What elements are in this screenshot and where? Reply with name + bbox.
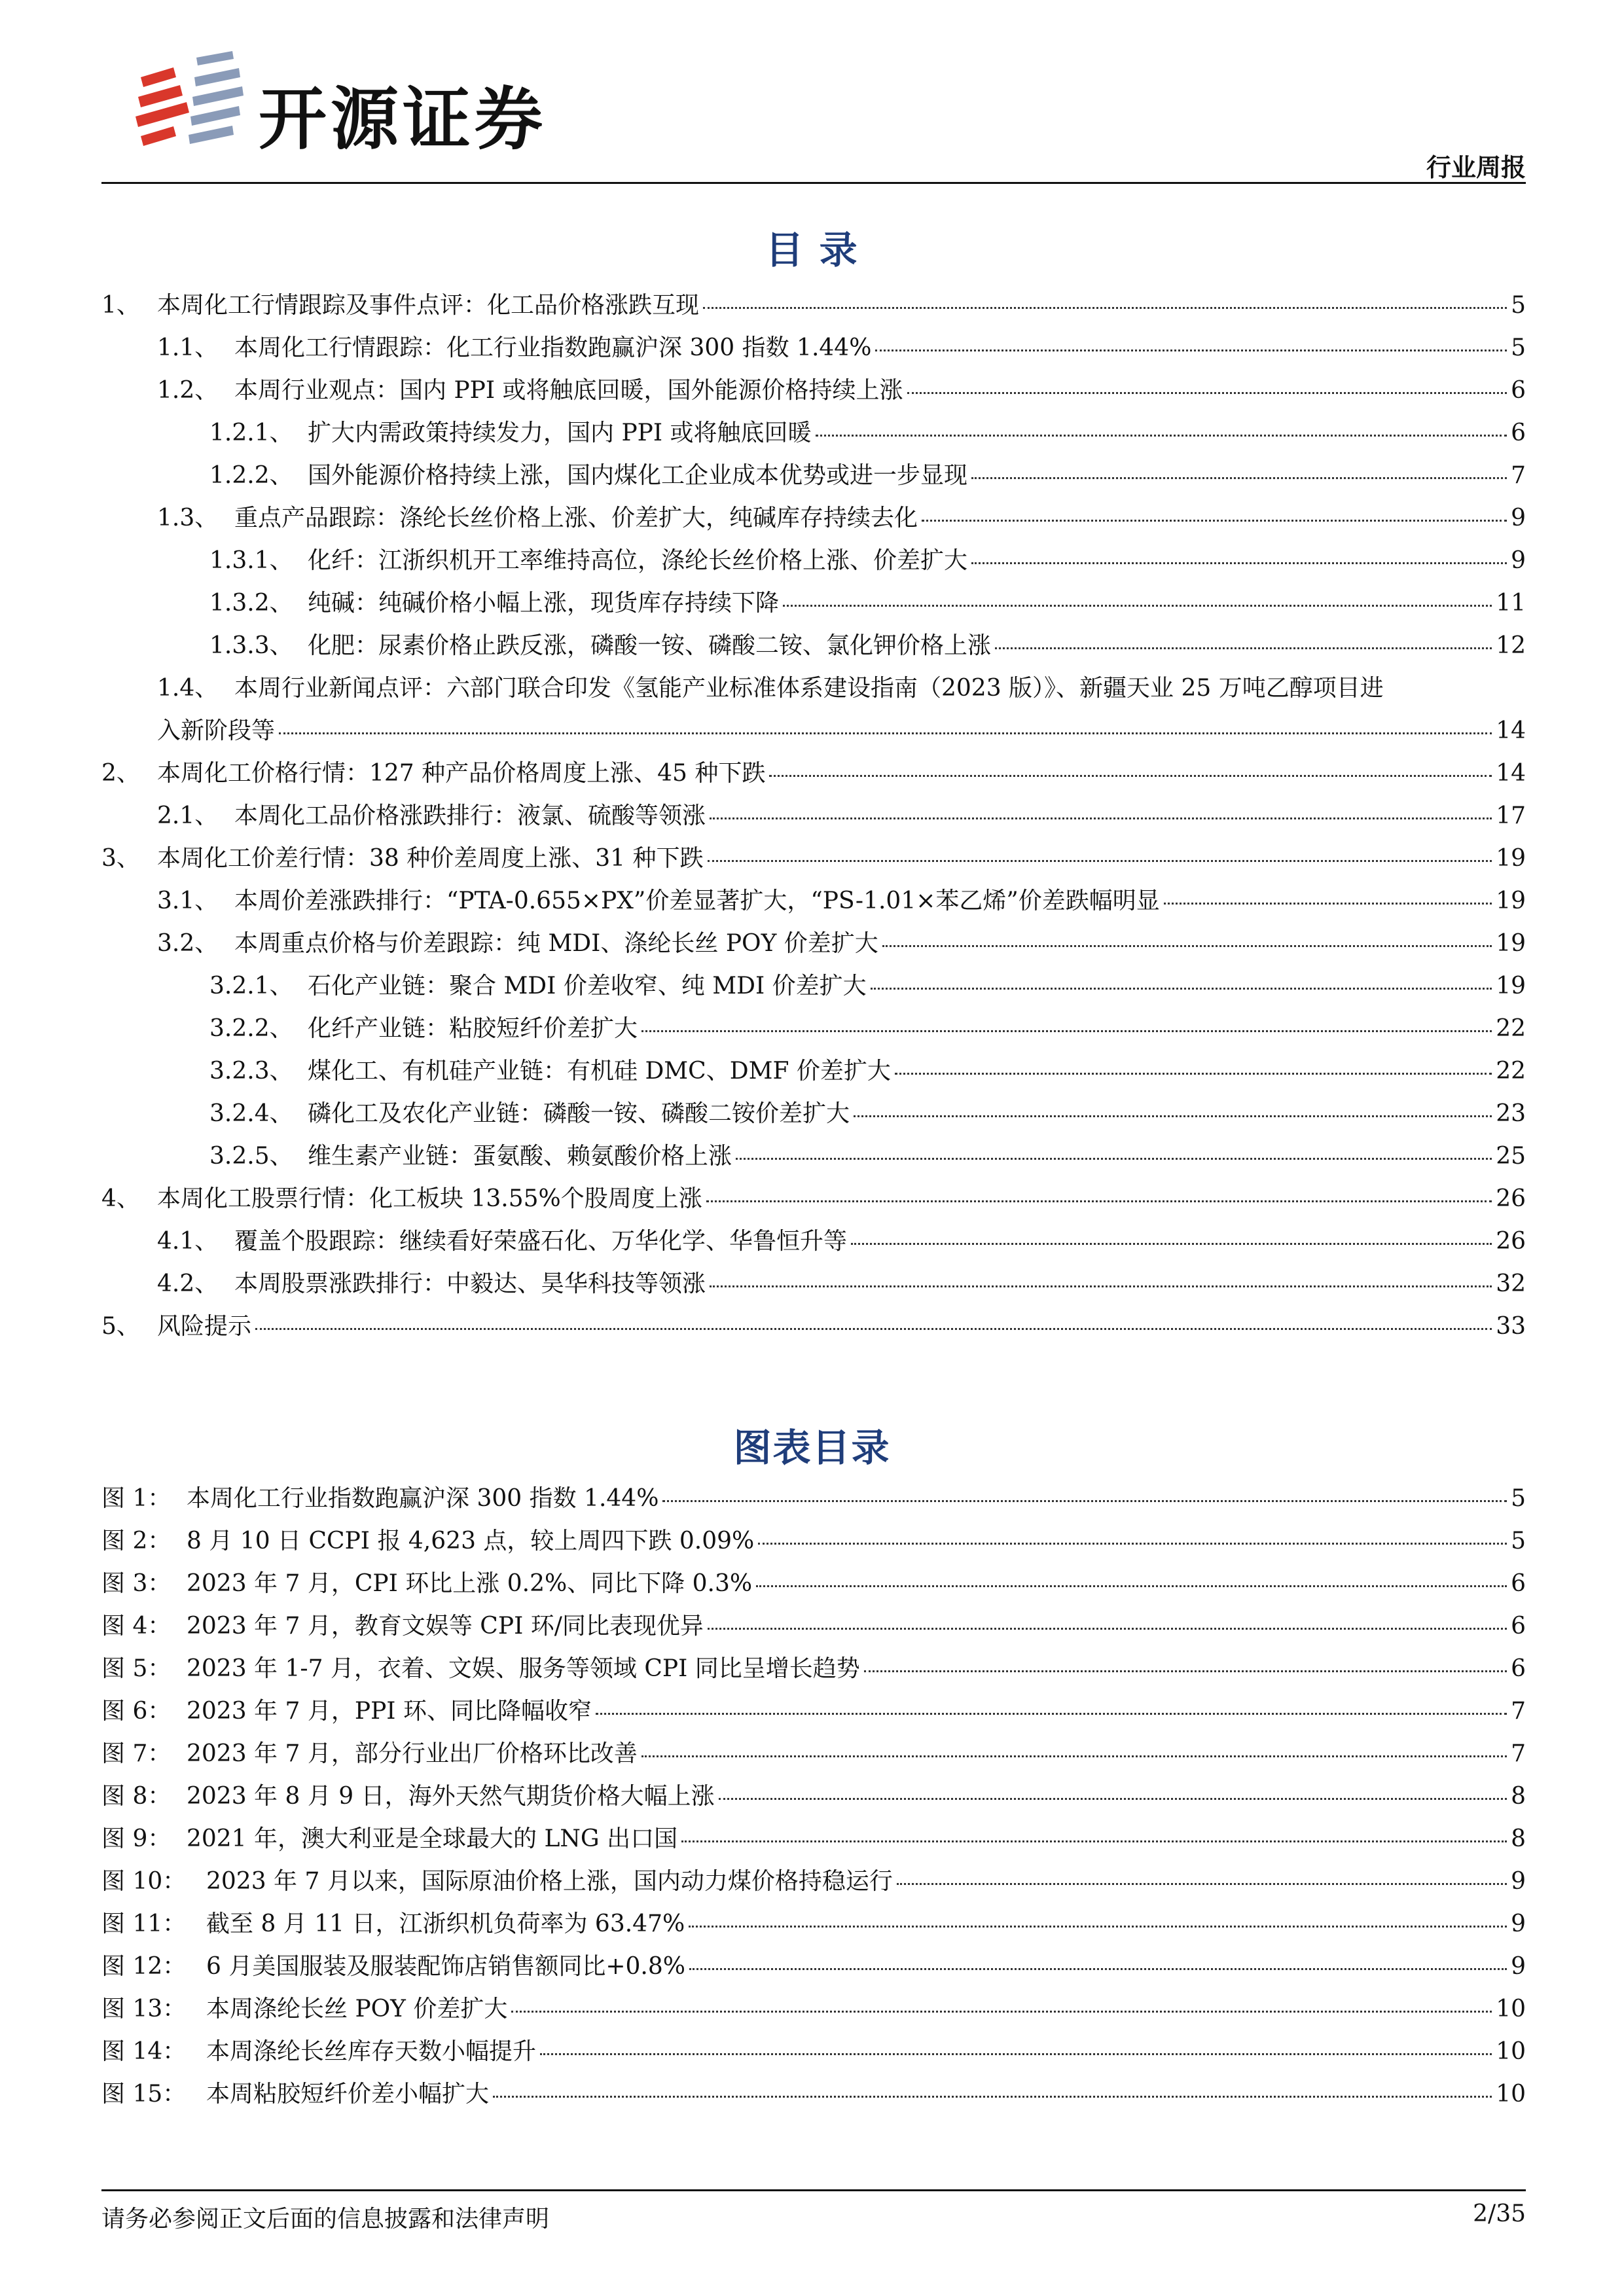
toc-leader: [783, 605, 1492, 607]
toc-text: 入新阶段等: [157, 717, 276, 744]
toc-text: 本周化工品价格涨跌排行：液氯、硫酸等领涨: [234, 802, 706, 829]
figure-leader: [689, 1968, 1507, 1970]
figure-text: 2023 年 7 月，CPI 环比上涨 0.2%、同比下降 0.3%: [187, 1570, 753, 1597]
toc-page: 9: [1511, 505, 1526, 531]
toc-text: 扩大内需政策持续发力，国内 PPI 或将触底回暖: [308, 420, 812, 446]
toc-title: 目 录: [765, 228, 859, 272]
brand-mark-icon: [134, 51, 245, 149]
toc-leader: [1164, 903, 1492, 905]
figure-number: 图 8：: [101, 1783, 171, 1810]
figure-number: 图 5：: [101, 1655, 171, 1682]
figure-text: 2023 年 1-7 月，衣着、文娱、服务等领域 CPI 同比呈增长趋势: [187, 1655, 860, 1682]
figure-list-title: 图表目录: [733, 1426, 891, 1470]
toc-page: 6: [1511, 377, 1526, 404]
toc-page: 22: [1496, 1015, 1526, 1042]
figure-page: 9: [1511, 1868, 1526, 1895]
figure-text: 2023 年 7 月以来，国际原油价格上涨，国内动力煤价格持稳运行: [206, 1868, 893, 1895]
toc-entry-wrapped[interactable]: [101, 674, 1526, 703]
toc-text: 石化产业链：聚合 MDI 价差收窄、纯 MDI 价差扩大: [308, 973, 867, 999]
toc-number: 2、: [101, 760, 140, 787]
toc-page: 32: [1496, 1270, 1526, 1297]
toc-text: 本周价差涨跌排行：“PTA-0.655×PX”价差显著扩大，“PS-1.01×苯乙烯”价差跌幅明显: [234, 888, 1160, 914]
figure-text: 本周涤纶长丝库存天数小幅提升: [206, 2038, 537, 2065]
toc-entry[interactable]: [101, 887, 1526, 916]
toc-entry[interactable]: [101, 759, 1526, 788]
toc-entry[interactable]: [101, 1185, 1526, 1213]
figure-text: 截至 8 月 11 日，江浙织机负荷率为 63.47%: [206, 1910, 685, 1937]
figure-text: 2023 年 7 月，PPI 环、同比降幅收窄: [187, 1698, 592, 1725]
toc-page: 33: [1496, 1313, 1526, 1340]
figure-leader: [493, 2096, 1492, 2098]
toc-text: 本周重点价格与价差跟踪：纯 MDI、涤纶长丝 POY 价差扩大: [234, 930, 878, 957]
toc-leader: [279, 732, 1492, 734]
toc-leader: [907, 392, 1507, 394]
toc-text: 化纤：江浙织机开工率维持高位，涤纶长丝价格上涨、价差扩大: [308, 547, 968, 574]
toc-page: 12: [1496, 632, 1526, 659]
toc-text: 本周行业观点：国内 PPI 或将触底回暖，国外能源价格持续上涨: [234, 377, 903, 404]
toc-leader: [971, 562, 1507, 564]
figure-entry[interactable]: [101, 1825, 1526, 1854]
figure-page: 9: [1511, 1953, 1526, 1980]
figure-number: 图 3：: [101, 1570, 171, 1597]
figure-entry[interactable]: [101, 1740, 1526, 1768]
toc-text: 本周化工股票行情：化工板块 13.55%个股周度上涨: [157, 1185, 702, 1212]
toc-leader: [710, 1285, 1492, 1287]
toc-text: 本周化工行情跟踪：化工行业指数跑赢沪深 300 指数 1.44%: [234, 334, 872, 361]
toc-leader: [851, 1243, 1492, 1245]
toc-leader: [736, 1158, 1492, 1160]
toc-entry[interactable]: [101, 1270, 1526, 1299]
toc-entry[interactable]: [101, 461, 1526, 490]
toc-entry[interactable]: [101, 504, 1526, 533]
toc-text: 本周化工行情跟踪及事件点评：化工品价格涨跌互现: [157, 292, 700, 319]
figure-number: 图 4：: [101, 1613, 171, 1640]
toc-entry[interactable]: [101, 1057, 1526, 1086]
toc-page: 6: [1511, 420, 1526, 446]
toc-text: 本周化工价差行情：38 种价差周度上涨、31 种下跌: [157, 845, 704, 872]
toc-leader: [710, 817, 1492, 819]
figure-text: 6 月美国服装及服装配饰店销售额同比+0.8%: [206, 1953, 685, 1980]
toc-number: 3.2.2、: [209, 1015, 293, 1042]
figure-page: 7: [1511, 1740, 1526, 1767]
figure-text: 本周化工行业指数跑赢沪深 300 指数 1.44%: [187, 1485, 659, 1512]
figure-page: 5: [1511, 1485, 1526, 1512]
toc-number: 1.2、: [157, 377, 219, 404]
figure-page: 6: [1511, 1613, 1526, 1640]
toc-page: 17: [1496, 802, 1526, 829]
toc-number: 1.3、: [157, 505, 219, 531]
toc-leader: [255, 1328, 1492, 1330]
toc-leader: [703, 307, 1507, 309]
header-divider: [101, 182, 1526, 184]
figure-text: 2023 年 7 月，教育文娱等 CPI 环/同比表现优异: [187, 1613, 704, 1640]
figure-number: 图 11：: [101, 1910, 187, 1937]
toc-page: 25: [1496, 1143, 1526, 1170]
figure-page: 9: [1511, 1910, 1526, 1937]
figure-number: 图 15：: [101, 2081, 187, 2108]
toc-number: 3、: [101, 845, 140, 872]
figure-entry[interactable]: [101, 1570, 1526, 1598]
figure-number: 图 2：: [101, 1528, 171, 1554]
toc-number: 4.1、: [157, 1228, 219, 1255]
figure-entry[interactable]: [101, 1697, 1526, 1726]
toc-leader: [708, 860, 1492, 862]
toc-leader: [871, 988, 1492, 990]
toc-text: 化肥：尿素价格止跌反涨，磷酸一铵、磷酸二铵、氯化钾价格上涨: [308, 632, 992, 659]
toc-number: 1.2.1、: [209, 420, 293, 446]
figure-number: 图 13：: [101, 1996, 187, 2022]
figure-entry[interactable]: [101, 1612, 1526, 1641]
toc-text: 本周股票涨跌排行：中毅达、昊华科技等领涨: [234, 1270, 706, 1297]
toc-page: 11: [1496, 590, 1526, 617]
toc-number: 3.2.3、: [209, 1058, 293, 1085]
figure-number: 图 10：: [101, 1868, 187, 1895]
figure-leader: [511, 2011, 1492, 2013]
toc-page: 19: [1496, 888, 1526, 914]
toc-entry[interactable]: [101, 1227, 1526, 1256]
toc-text: 覆盖个股跟踪：继续看好荣盛石化、万华化学、华鲁恒升等: [234, 1228, 848, 1255]
footer-disclaimer: 请务必参阅正文后面的信息披露和法律声明: [101, 2206, 550, 2233]
toc-number: 1.3.3、: [209, 632, 293, 659]
figure-text: 2023 年 8 月 9 日，海外天然气期货价格大幅上涨: [187, 1783, 715, 1810]
toc-leader: [706, 1200, 1492, 1202]
toc-page: 22: [1496, 1058, 1526, 1085]
toc-leader: [875, 350, 1507, 351]
toc-leader: [854, 1115, 1492, 1117]
toc-entry[interactable]: [101, 1142, 1526, 1171]
toc-number: 1.3.1、: [209, 547, 293, 574]
toc-number: 3.2、: [157, 930, 219, 957]
figure-entry[interactable]: [101, 1867, 1526, 1896]
toc-leader: [922, 520, 1507, 522]
toc-number: 1.3.2、: [209, 590, 293, 617]
toc-number: 1.2.2、: [209, 462, 293, 489]
brand-logo: [134, 51, 605, 159]
figure-page: 5: [1511, 1528, 1526, 1554]
toc-number: 3.2.1、: [209, 973, 293, 999]
figure-leader: [756, 1585, 1507, 1587]
figure-page: 6: [1511, 1570, 1526, 1597]
toc-page: 19: [1496, 973, 1526, 999]
toc-page: 14: [1496, 760, 1526, 787]
toc-text: 重点产品跟踪：涤纶长丝价格上涨、价差扩大，纯碱库存持续去化: [234, 505, 918, 531]
toc-text: 纯碱：纯碱价格小幅上涨，现货库存持续下降: [308, 590, 780, 617]
toc-number: 5、: [101, 1313, 140, 1340]
brand-name: 开源证券: [259, 79, 547, 159]
figure-number: 图 12：: [101, 1953, 187, 1980]
toc-entry[interactable]: [101, 1100, 1526, 1128]
figure-number: 图 14：: [101, 2038, 187, 2065]
figure-leader: [689, 1926, 1507, 1928]
figure-page: 8: [1511, 1783, 1526, 1810]
toc-text: 本周行业新闻点评：六部门联合印发《氢能产业标准体系建设指南（2023 版）》、新疆天业 25 万吨乙醇项目进: [234, 675, 1384, 702]
toc-entry[interactable]: [101, 376, 1526, 405]
figure-leader: [662, 1500, 1507, 1502]
toc-entry[interactable]: [101, 929, 1526, 958]
figure-text: 8 月 10 日 CCPI 报 4,623 点，较上周四下跌 0.09%: [187, 1528, 755, 1554]
figure-number: 图 1：: [101, 1485, 171, 1512]
toc-leader: [882, 945, 1492, 947]
toc-number: 3.1、: [157, 888, 219, 914]
figure-page: 7: [1511, 1698, 1526, 1725]
toc-number: 1.1、: [157, 334, 219, 361]
toc-text: 煤化工、有机硅产业链：有机硅 DMC、DMF 价差扩大: [308, 1058, 891, 1085]
figure-number: 图 7：: [101, 1740, 171, 1767]
figure-leader: [897, 1883, 1507, 1885]
figure-leader: [719, 1798, 1507, 1800]
toc-entry[interactable]: [101, 972, 1526, 1001]
figure-page: 8: [1511, 1825, 1526, 1852]
figure-leader: [681, 1840, 1507, 1842]
toc-text: 国外能源价格持续上涨，国内煤化工企业成本优势或进一步显现: [308, 462, 968, 489]
toc-entry[interactable]: [101, 419, 1526, 448]
footer-divider: [101, 2189, 1526, 2191]
toc-entry[interactable]: [101, 802, 1526, 831]
figure-leader: [758, 1543, 1507, 1545]
toc-entry[interactable]: [101, 589, 1526, 618]
figure-page: 10: [1496, 1996, 1526, 2022]
figure-entry[interactable]: [101, 1910, 1526, 1939]
figure-entry[interactable]: [101, 1655, 1526, 1683]
toc-page: 23: [1496, 1100, 1526, 1127]
figure-leader: [708, 1628, 1507, 1630]
figure-entry[interactable]: [101, 1952, 1526, 1981]
toc-entry[interactable]: [101, 632, 1526, 660]
figure-entry[interactable]: [101, 1527, 1526, 1556]
toc-page: 26: [1496, 1228, 1526, 1255]
figure-page: 10: [1496, 2081, 1526, 2108]
toc-page: 9: [1511, 547, 1526, 574]
figure-text: 本周粘胶短纤价差小幅扩大: [206, 2081, 490, 2108]
toc-leader: [971, 477, 1507, 479]
figure-leader: [540, 2053, 1492, 2055]
toc-number: 2.1、: [157, 802, 219, 829]
page-number: 2/35: [1473, 2200, 1526, 2227]
figure-number: 图 9：: [101, 1825, 171, 1852]
toc-entry[interactable]: [101, 334, 1526, 363]
toc-entry[interactable]: [101, 547, 1526, 575]
toc-number: 1、: [101, 292, 140, 319]
toc-entry[interactable]: [101, 844, 1526, 873]
figure-page: 6: [1511, 1655, 1526, 1682]
figure-leader: [864, 1670, 1507, 1672]
toc-page: 14: [1496, 717, 1526, 744]
figure-entry[interactable]: [101, 1484, 1526, 1513]
figure-entry[interactable]: [101, 2080, 1526, 2109]
toc-page: 5: [1511, 292, 1526, 319]
toc-text: 磷化工及农化产业链：磷酸一铵、磷酸二铵价差扩大: [308, 1100, 850, 1127]
toc-page: 26: [1496, 1185, 1526, 1212]
toc-entry[interactable]: [101, 291, 1526, 320]
toc-page: 5: [1511, 334, 1526, 361]
toc-leader: [641, 1030, 1492, 1032]
figure-page: 10: [1496, 2038, 1526, 2065]
figure-entry[interactable]: [101, 2037, 1526, 2066]
figure-entry[interactable]: [101, 1995, 1526, 2024]
report-type: 行业周报: [1426, 153, 1526, 182]
figure-text: 2021 年，澳大利亚是全球最大的 LNG 出口国: [187, 1825, 678, 1852]
figure-number: 图 6：: [101, 1698, 171, 1725]
toc-page: 19: [1496, 930, 1526, 957]
figure-text: 本周涤纶长丝 POY 价差扩大: [206, 1996, 508, 2022]
toc-number: 4.2、: [157, 1270, 219, 1297]
toc-text: 本周化工价格行情：127 种产品价格周度上涨、45 种下跌: [157, 760, 766, 787]
toc-text: 维生素产业链：蛋氨酸、赖氨酸价格上涨: [308, 1143, 732, 1170]
figure-text: 2023 年 7 月，部分行业出厂价格环比改善: [187, 1740, 638, 1767]
toc-leader: [895, 1073, 1492, 1075]
toc-leader: [769, 775, 1492, 777]
toc-number: 3.2.5、: [209, 1143, 293, 1170]
toc-entry-continuation[interactable]: [101, 717, 1526, 745]
figure-entry[interactable]: [101, 1782, 1526, 1811]
toc-leader: [816, 435, 1507, 437]
toc-text: 风险提示: [157, 1313, 252, 1340]
toc-leader: [995, 647, 1492, 649]
toc-number: 1.4、: [157, 675, 219, 702]
toc-text: 化纤产业链：粘胶短纤价差扩大: [308, 1015, 638, 1042]
figure-leader: [641, 1755, 1507, 1757]
toc-page: 19: [1496, 845, 1526, 872]
toc-entry[interactable]: [101, 1312, 1526, 1341]
toc-page: 7: [1511, 462, 1526, 489]
toc-entry[interactable]: [101, 1014, 1526, 1043]
toc-number: 3.2.4、: [209, 1100, 293, 1127]
toc-number: 4、: [101, 1185, 140, 1212]
figure-leader: [596, 1713, 1507, 1715]
